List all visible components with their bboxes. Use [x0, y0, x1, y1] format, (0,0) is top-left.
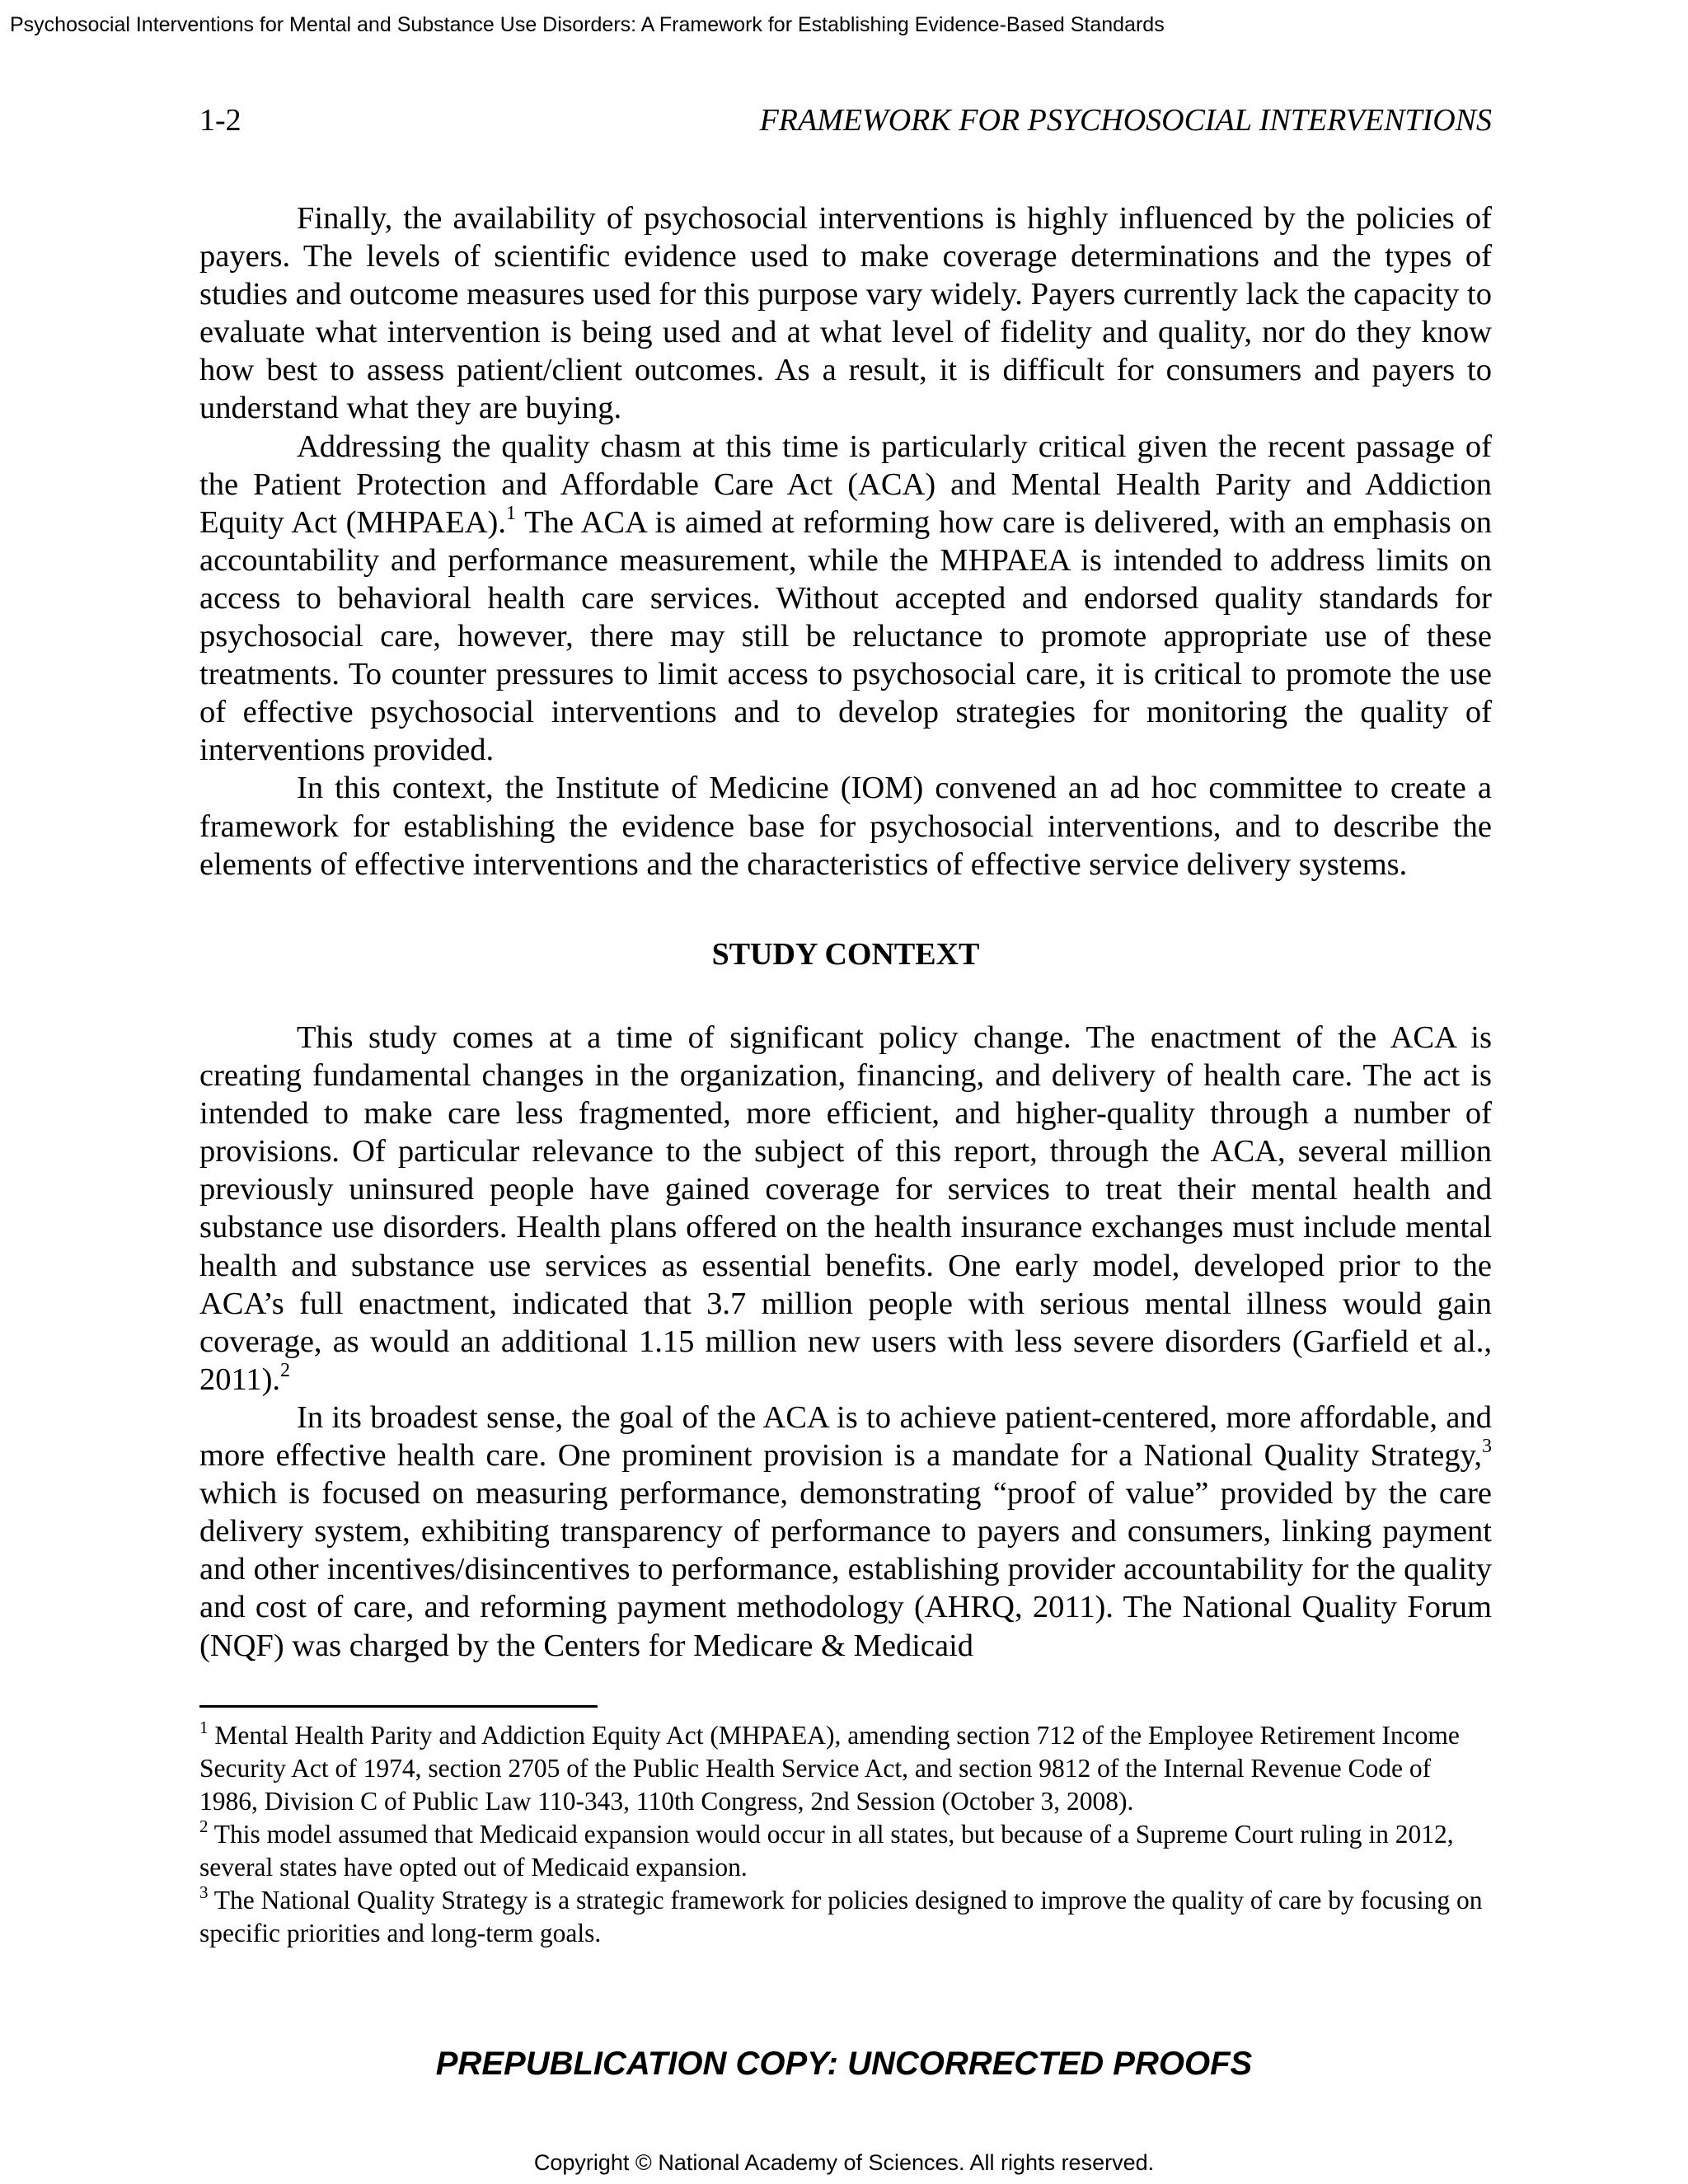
intro-text-block [199, 199, 1492, 883]
paragraph-text: The ACA is aimed at reforming how care is delivered, with an emphasis on accountability and performance measurement, while the MHPAEA is intended to address limits on access to behavioral health care services. Without accepted and endorsed quality standards for psychosocial care, however, there may still be reluctance to promote appropriate use of these treatments. To counter pressures to limit access to psychosocial care, it is critical to promote the use of effective psychosocial interventions and to develop strategies for monitoring the quality of interventions provided. [199, 504, 1492, 768]
paragraph-text: In its broadest sense, the goal of the ACA is to achieve patient-centered, more affordable, and more effective health care. One prominent provision is a mandate for a National Quality Strategy, [199, 1399, 1492, 1474]
footnote-marker: 1 [199, 1718, 209, 1737]
footnote-text: This model assumed that Medicaid expansion would occur in all states, but because of a Supreme Court ruling in 2012, several states have opted out of Medicaid expansion. [199, 1820, 1454, 1882]
paragraph-policy-change [199, 1019, 1492, 1399]
footnote-marker: 3 [199, 1882, 209, 1902]
footnote-reference: 1 [505, 502, 516, 524]
paragraph-text: Finally, the availability of psychosocial interventions is highly influenced by the policies of payers. The levels of scientific evidence used to make coverage determinations and the types of studies and outcome measures used for this purpose vary widely. Payers currently lack the capacity to evaluate what intervention is being used and at what level of fidelity and quality, nor do they know how best to assess patient/client outcomes. As a result, it is difficult for consumers and payers to understand what they are buying. [199, 201, 1492, 426]
footnote-text: The National Quality Strategy is a strategic framework for policies designed to improve the quality of care by focusing on specific priorities and long-term goals. [199, 1886, 1483, 1947]
footnote [199, 1719, 1492, 1818]
paragraph-payers [199, 199, 1492, 428]
footnote-reference: 2 [280, 1359, 291, 1381]
footnote [199, 1818, 1492, 1884]
paragraph-iom-context [199, 769, 1492, 883]
footnote-text: Mental Health Parity and Addiction Equity Act (MHPAEA), amending section 712 of the Employee Retirement Income Security Act of 1974, section 2705 of the Public Health Service Act, and section 9812 of the Internal Revenue Code of 1986, Division C of Public Law 110-343, 110th Congress, 2nd Session (October 3, 2008). [199, 1721, 1460, 1816]
footnote-reference: 3 [1482, 1436, 1492, 1458]
study-context-text-block [199, 1019, 1492, 1665]
prepublication-notice: PREPUBLICATION COPY: UNCORRECTED PROOFS [435, 2046, 1253, 2082]
section-heading: STUDY CONTEXT [711, 937, 980, 972]
page-header [199, 97, 1492, 143]
running-title: Psychosocial Interventions for Mental and Substance Use Disorders: A Framework for Establishing Evidence-Based Standards [10, 13, 1165, 36]
footnote [199, 1884, 1492, 1950]
paragraph-text: Addressing the quality chasm at this time is particularly critical given the recent passage of the Patient Protection and Affordable Care Act (ACA) and Mental Health Parity and Addiction Equity Act (MHPAEA). [199, 429, 1492, 540]
footnote-divider [199, 1705, 598, 1708]
paragraph-text: which is focused on measuring performance, demonstrating “proof of value” provided by the care delivery system, exhibiting transparency of performance to payers and consumers, linking payment and other incentives/disincentives to performance, establishing provider accountability for the quality and cost of care, and reforming payment methodology (AHRQ, 2011). The National Quality Forum (NQF) was charged by the Centers for Medicare & Medicaid [199, 1476, 1492, 1663]
header-title: FRAMEWORK FOR PSYCHOSOCIAL INTERVENTIONS [759, 103, 1492, 138]
paragraph-text: This study comes at a time of significant policy change. The enactment of the ACA is creating fundamental changes in the organization, financing, and delivery of health care. The act is intended to make care less fragmented, more efficient, and higher-quality through a number of provisions. Of particular relevance to the subject of this report, through the ACA, several million previously uninsured people have gained coverage for services to treat their mental health and substance use disorders. Health plans offered on the health insurance exchanges must include mental health and substance use services as essential benefits. One early model, developed prior to the ACA’s full enactment, indicated that 3.7 million people with serious mental illness would gain coverage, as would an additional 1.15 million new users with less severe disorders (Garfield et al., 2011). [199, 1020, 1492, 1397]
copyright-notice: Copyright © National Academy of Sciences. All rights reserved. [533, 2150, 1155, 2175]
paragraph-aca-goal [199, 1399, 1492, 1665]
paragraph-quality-chasm [199, 428, 1492, 770]
footnotes [199, 1719, 1492, 1950]
footnote-marker: 2 [199, 1816, 209, 1836]
paragraph-text: In this context, the Institute of Medicine (IOM) convened an ad hoc committee to create a framework for establishing the evidence base for psychosocial interventions, and to describe the elements of effective interventions and the characteristics of effective service delivery systems. [199, 771, 1492, 882]
page-number: 1-2 [199, 103, 241, 138]
